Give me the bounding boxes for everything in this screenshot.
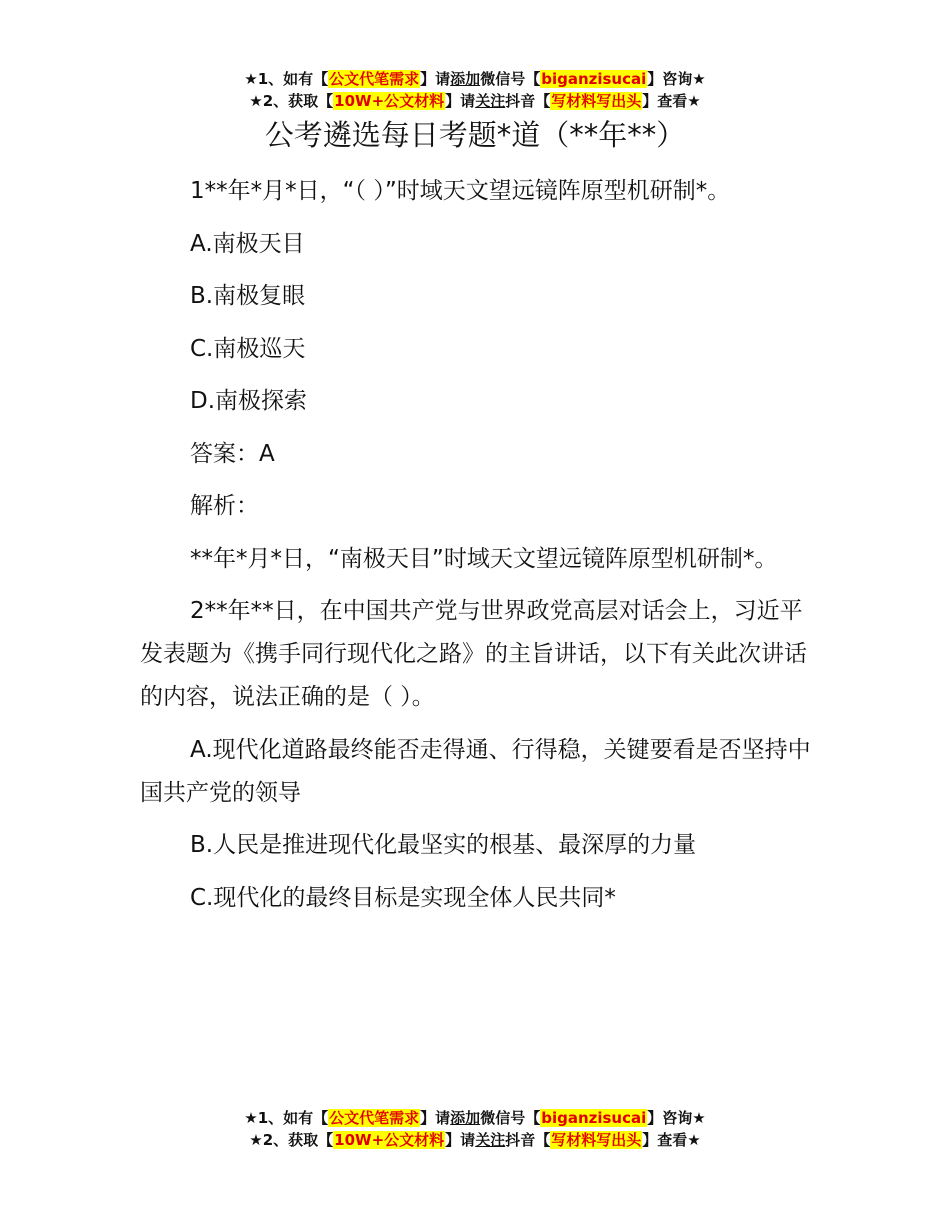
- analysis-text: **年*月*日，“南极天目”时域天文望远镜阵原型机研制*。: [190, 545, 778, 572]
- banner-text: 】请: [445, 1131, 476, 1149]
- banner-line-2: [0, 90, 950, 112]
- star-icon: ★: [249, 92, 263, 110]
- banner-text: 微信号【: [480, 70, 541, 88]
- highlight-text: 公文代笔需求: [329, 70, 420, 88]
- banner-text: 】请: [420, 1109, 451, 1127]
- question-1: 1**年*月*日，“（ ）”时域天文望远镜阵原型机研制*。: [190, 178, 731, 204]
- banner-text: 抖音【: [505, 1131, 551, 1149]
- document-body: [140, 170, 815, 929]
- banner-text: 抖音【: [505, 92, 551, 110]
- option-b: B.人民是推进现代化最坚实的根基、最深厚的力量: [190, 832, 697, 858]
- analysis-label: 解析：: [190, 493, 259, 519]
- banner-text: 】请: [445, 92, 476, 110]
- footer-banner: [0, 1107, 950, 1151]
- highlight-text: 10W+公文材料: [334, 92, 445, 110]
- star-icon: ★: [244, 1109, 258, 1127]
- option-a: A.现代化道路最终能否走得通、行得稳，关键要看是否坚持中国共产党的领导: [140, 736, 811, 806]
- star-icon: ★: [692, 1109, 706, 1127]
- banner-text: 】查看: [642, 92, 688, 110]
- option-b: B.南极复眼: [190, 283, 306, 309]
- banner-line-1: [0, 68, 950, 90]
- star-icon: ★: [687, 92, 701, 110]
- star-icon: ★: [249, 1131, 263, 1149]
- banner-text: 1、如有【: [257, 1109, 329, 1127]
- banner-text: 微信号【: [480, 1109, 541, 1127]
- option-a: A.南极天目: [190, 230, 305, 257]
- banner-text: 】咨询: [647, 1109, 693, 1127]
- banner-text: 】查看: [642, 1131, 688, 1149]
- document-title: 公考遴选每日考题*道（**年**）: [264, 118, 686, 152]
- douyin-account: 写材料写出头: [551, 92, 642, 110]
- banner-text: 1、如有【: [257, 70, 329, 88]
- douyin-account: 写材料写出头: [551, 1131, 642, 1149]
- highlight-text: 公文代笔需求: [329, 1109, 420, 1127]
- answer: 答案：A: [190, 440, 275, 467]
- underlined-text: 添加: [450, 1109, 481, 1127]
- banner-text: 】咨询: [647, 70, 693, 88]
- question-2: 2**年**日，在中国共产党与世界政党高层对话会上，习近平发表题为《携手同行现代化之路》的主旨讲话，以下有关此次讲话的内容，说法正确的是（ ）。: [140, 598, 807, 710]
- star-icon: ★: [244, 70, 258, 88]
- option-c: C.南极巡天: [190, 335, 306, 362]
- underlined-text: 关注: [475, 92, 506, 110]
- banner-line-2: [0, 1129, 950, 1151]
- underlined-text: 关注: [475, 1131, 506, 1149]
- banner-text: 2、获取【: [262, 92, 334, 110]
- banner-line-1: [0, 1107, 950, 1129]
- star-icon: ★: [687, 1131, 701, 1149]
- star-icon: ★: [692, 70, 706, 88]
- underlined-text: 添加: [450, 70, 481, 88]
- header-banner: [0, 68, 950, 112]
- highlight-text: 10W+公文材料: [334, 1131, 445, 1149]
- option-d: D.南极探索: [190, 388, 308, 414]
- banner-text: 】请: [420, 70, 451, 88]
- wechat-id: biganzisucai: [541, 1109, 647, 1127]
- wechat-id: biganzisucai: [541, 70, 647, 88]
- option-c: C.现代化的最终目标是实现全体人民共同*: [190, 884, 616, 911]
- banner-text: 2、获取【: [262, 1131, 334, 1149]
